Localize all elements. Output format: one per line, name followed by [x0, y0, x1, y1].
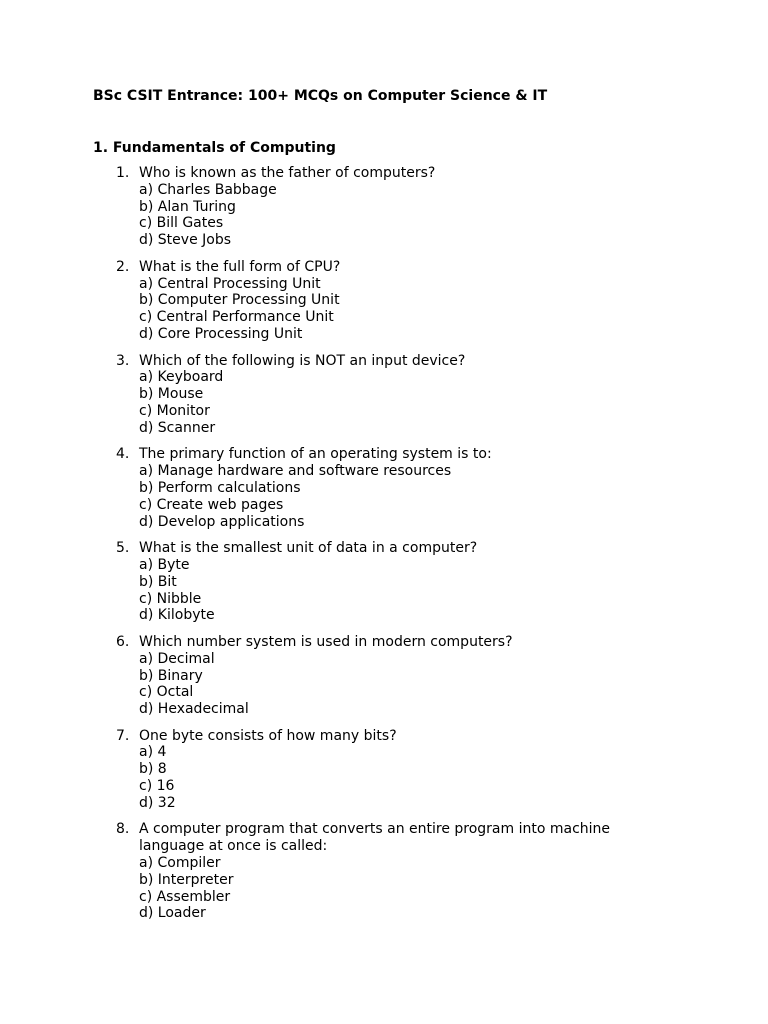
question-number: 6.: [116, 633, 130, 650]
option-a: a) Charles Babbage: [139, 181, 277, 198]
option-b: b) Bit: [139, 573, 177, 590]
question-number: 2.: [116, 258, 130, 275]
question-number: 4.: [116, 446, 130, 463]
option-b: b) Alan Turing: [139, 198, 236, 215]
question-number: 3.: [116, 352, 130, 369]
option-a: a) Byte: [139, 556, 190, 573]
question-number: 8.: [116, 821, 130, 838]
option-b: b) Perform calculations: [139, 479, 301, 496]
option-d: d) Core Processing Unit: [139, 325, 303, 342]
question-text: What is the smallest unit of data in a computer?: [139, 540, 478, 557]
option-c: c) Assembler: [139, 888, 231, 905]
option-c: c) Nibble: [139, 590, 202, 607]
option-d: d) 32: [139, 794, 176, 811]
question-text: Which of the following is NOT an input device?: [139, 352, 466, 369]
question-item: [93, 540, 693, 624]
option-a: a) Manage hardware and software resources: [139, 463, 452, 480]
question-text: What is the full form of CPU?: [139, 258, 341, 275]
option-c: c) Central Performance Unit: [139, 309, 334, 326]
option-c: c) Create web pages: [139, 496, 284, 513]
option-b: b) Mouse: [139, 386, 204, 403]
question-item: [93, 353, 693, 437]
question-item: [93, 259, 693, 343]
option-c: c) Monitor: [139, 402, 210, 419]
option-a: a) 4: [139, 744, 167, 761]
option-d: d) Develop applications: [139, 513, 305, 530]
option-d: d) Kilobyte: [139, 607, 215, 624]
option-a: a) Keyboard: [139, 369, 224, 386]
option-b: b) 8: [139, 761, 167, 778]
question-item: [93, 728, 693, 812]
option-c: c) Octal: [139, 684, 194, 701]
option-b: b) Computer Processing Unit: [139, 292, 340, 309]
option-a: a) Decimal: [139, 650, 215, 667]
question-text: One byte consists of how many bits?: [139, 727, 397, 744]
option-b: b) Interpreter: [139, 871, 234, 888]
section-title: 1. Fundamentals of Computing: [93, 140, 336, 156]
option-a: a) Central Processing Unit: [139, 275, 321, 292]
question-number: 1.: [116, 165, 130, 181]
question-text: The primary function of an operating system is to:: [139, 446, 492, 463]
question-item: [93, 634, 693, 718]
option-c: c) 16: [139, 778, 175, 795]
option-d: d) Loader: [139, 905, 206, 922]
question-text: A computer program that converts an entire program into machine language at once is called:: [139, 821, 611, 855]
option-d: d) Steve Jobs: [139, 232, 232, 249]
question-item: [93, 446, 693, 530]
question-text: Which number system is used in modern computers?: [139, 633, 513, 650]
option-a: a) Compiler: [139, 855, 221, 872]
question-number: 5.: [116, 540, 130, 557]
question-list: [93, 165, 693, 932]
option-d: d) Hexadecimal: [139, 701, 249, 718]
document-title: BSc CSIT Entrance: 100+ MCQs on Computer Science & IT: [93, 88, 548, 104]
question-number: 7.: [116, 727, 130, 744]
option-d: d) Scanner: [139, 419, 216, 436]
question-item: [93, 165, 693, 249]
question-text: Who is known as the father of computers?: [139, 165, 436, 181]
option-b: b) Binary: [139, 667, 203, 684]
question-item: [93, 821, 693, 922]
option-c: c) Bill Gates: [139, 215, 224, 232]
